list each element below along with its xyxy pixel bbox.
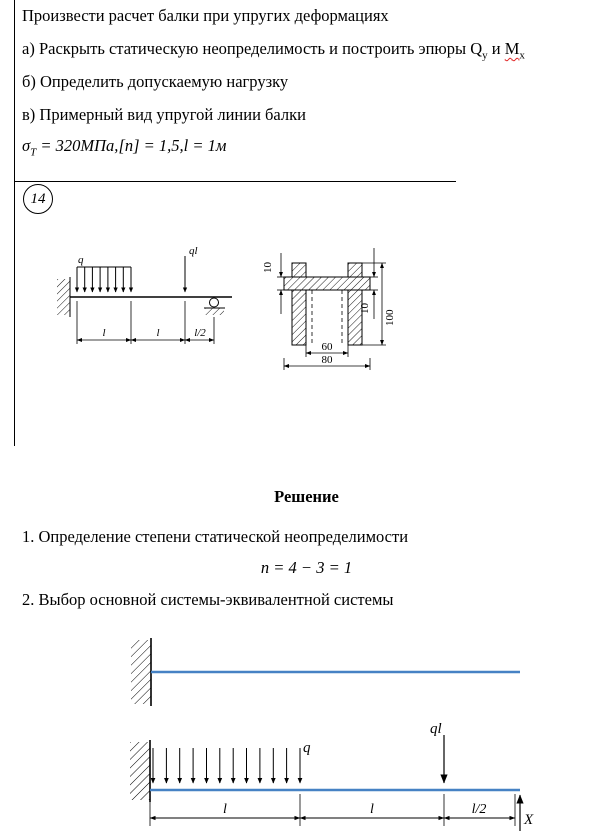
beam-dim-l2: l: [156, 327, 160, 339]
primary-wall-hatch: [131, 640, 151, 704]
length-value: = 1м: [188, 136, 227, 155]
section-flange: [284, 277, 370, 290]
roller-support: [210, 298, 219, 307]
section-dim-inner-width: 60: [321, 341, 333, 353]
task-item-b: б) Определить допускаемую нагрузку: [22, 72, 289, 91]
task-title: Произвести расчет балки при упругих деформациях: [22, 6, 389, 25]
figure-number-badge: [23, 184, 53, 214]
section-dim-flange-thickness: 10: [262, 262, 274, 273]
section-left-wall: [292, 263, 306, 345]
equiv-q-label: q: [303, 740, 311, 756]
length-symbol: l: [183, 136, 189, 155]
given-data-formula: [22, 136, 227, 159]
equivalent-system-diagram: [130, 735, 520, 831]
and-text: и: [487, 39, 505, 58]
solution-diagrams: [100, 628, 560, 831]
beam-dim-l3: l/2: [194, 327, 206, 339]
q-subscript: y: [482, 49, 488, 62]
beam-dim-l1: l: [102, 327, 106, 339]
m-symbol-spellcheck: [504, 39, 525, 62]
equiv-ql-label: ql: [430, 721, 442, 737]
figure-drawing: [40, 240, 440, 380]
task-item-a-text: а) Раскрыть статическую неопределимость и построить эпюры: [22, 39, 471, 58]
equivalent-wall-hatch: [130, 742, 150, 800]
eq-n-symbol: n: [260, 558, 270, 577]
safety-factor-value: = 1,5,: [139, 136, 184, 155]
solution-step-1: 1. Определение степени статической неопределимости: [22, 527, 409, 546]
m-subscript: x: [519, 49, 525, 62]
primary-system-diagram: [131, 638, 520, 706]
task-item-a: [22, 39, 525, 62]
fixed-support-hatch: [57, 279, 70, 315]
equiv-dim-l2: l: [370, 802, 374, 817]
m-symbol: M: [504, 39, 520, 58]
solution-step-2: 2. Выбор основной системы-эквивалентной системы: [22, 590, 394, 609]
section-dim-wall-thickness: 10: [359, 303, 371, 314]
sigma-symbol: σ: [22, 136, 31, 155]
equiv-dim-l1: l: [223, 802, 227, 817]
eq-n-value: = 4 − 3 = 1: [269, 558, 353, 577]
figure-number: 14: [30, 190, 46, 207]
safety-factor-symbol: [n]: [118, 136, 140, 155]
task-item-c: в) Примерный вид упругой линии балки: [22, 105, 306, 124]
figure-top-border: [14, 181, 456, 182]
q-symbol: Q: [470, 39, 483, 58]
sigma-subscript: Т: [30, 146, 37, 159]
equiv-dim-l3: l/2: [471, 802, 487, 817]
redundant-force-label: X: [524, 812, 534, 828]
solution-heading: Решение: [274, 487, 339, 506]
beam-ql-label: ql: [189, 245, 198, 257]
beam-q-label: q: [78, 254, 84, 266]
figure-left-border: [14, 0, 15, 446]
sigma-value: = 320МПа,: [36, 136, 119, 155]
equation-degree-indeterminacy: [0, 558, 613, 578]
section-dim-outer-width: 80: [321, 354, 333, 366]
section-dim-height: 100: [384, 309, 396, 326]
